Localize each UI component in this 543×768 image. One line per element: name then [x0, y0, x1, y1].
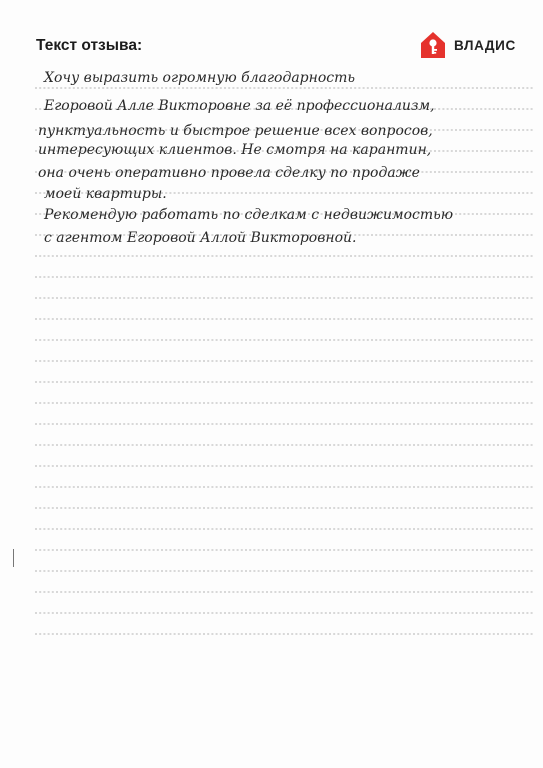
review-line-7: Рекомендую работать по сделкам с недвижимостью	[44, 207, 454, 223]
margin-mark	[13, 549, 14, 567]
review-line-1: Хочу выразить огромную благодарность	[44, 70, 356, 86]
review-line-3: пунктуальность и быстрое решение всех вопросов,	[38, 123, 433, 139]
form-title: Текст отзыва:	[36, 37, 143, 54]
review-line-2: Егоровой Алле Викторовне за её профессионализм,	[44, 98, 435, 114]
review-line-6: моей квартиры.	[44, 186, 167, 202]
brand-name: ВЛАДИС	[454, 37, 516, 53]
writing-rules	[35, 0, 535, 768]
review-line-5: она очень оперативно провела сделку по продаже	[38, 165, 420, 181]
review-line-4: интересующих клиентов. Не смотря на карантин,	[38, 142, 432, 158]
review-line-8: с агентом Егоровой Аллой Викторовной.	[44, 230, 357, 246]
